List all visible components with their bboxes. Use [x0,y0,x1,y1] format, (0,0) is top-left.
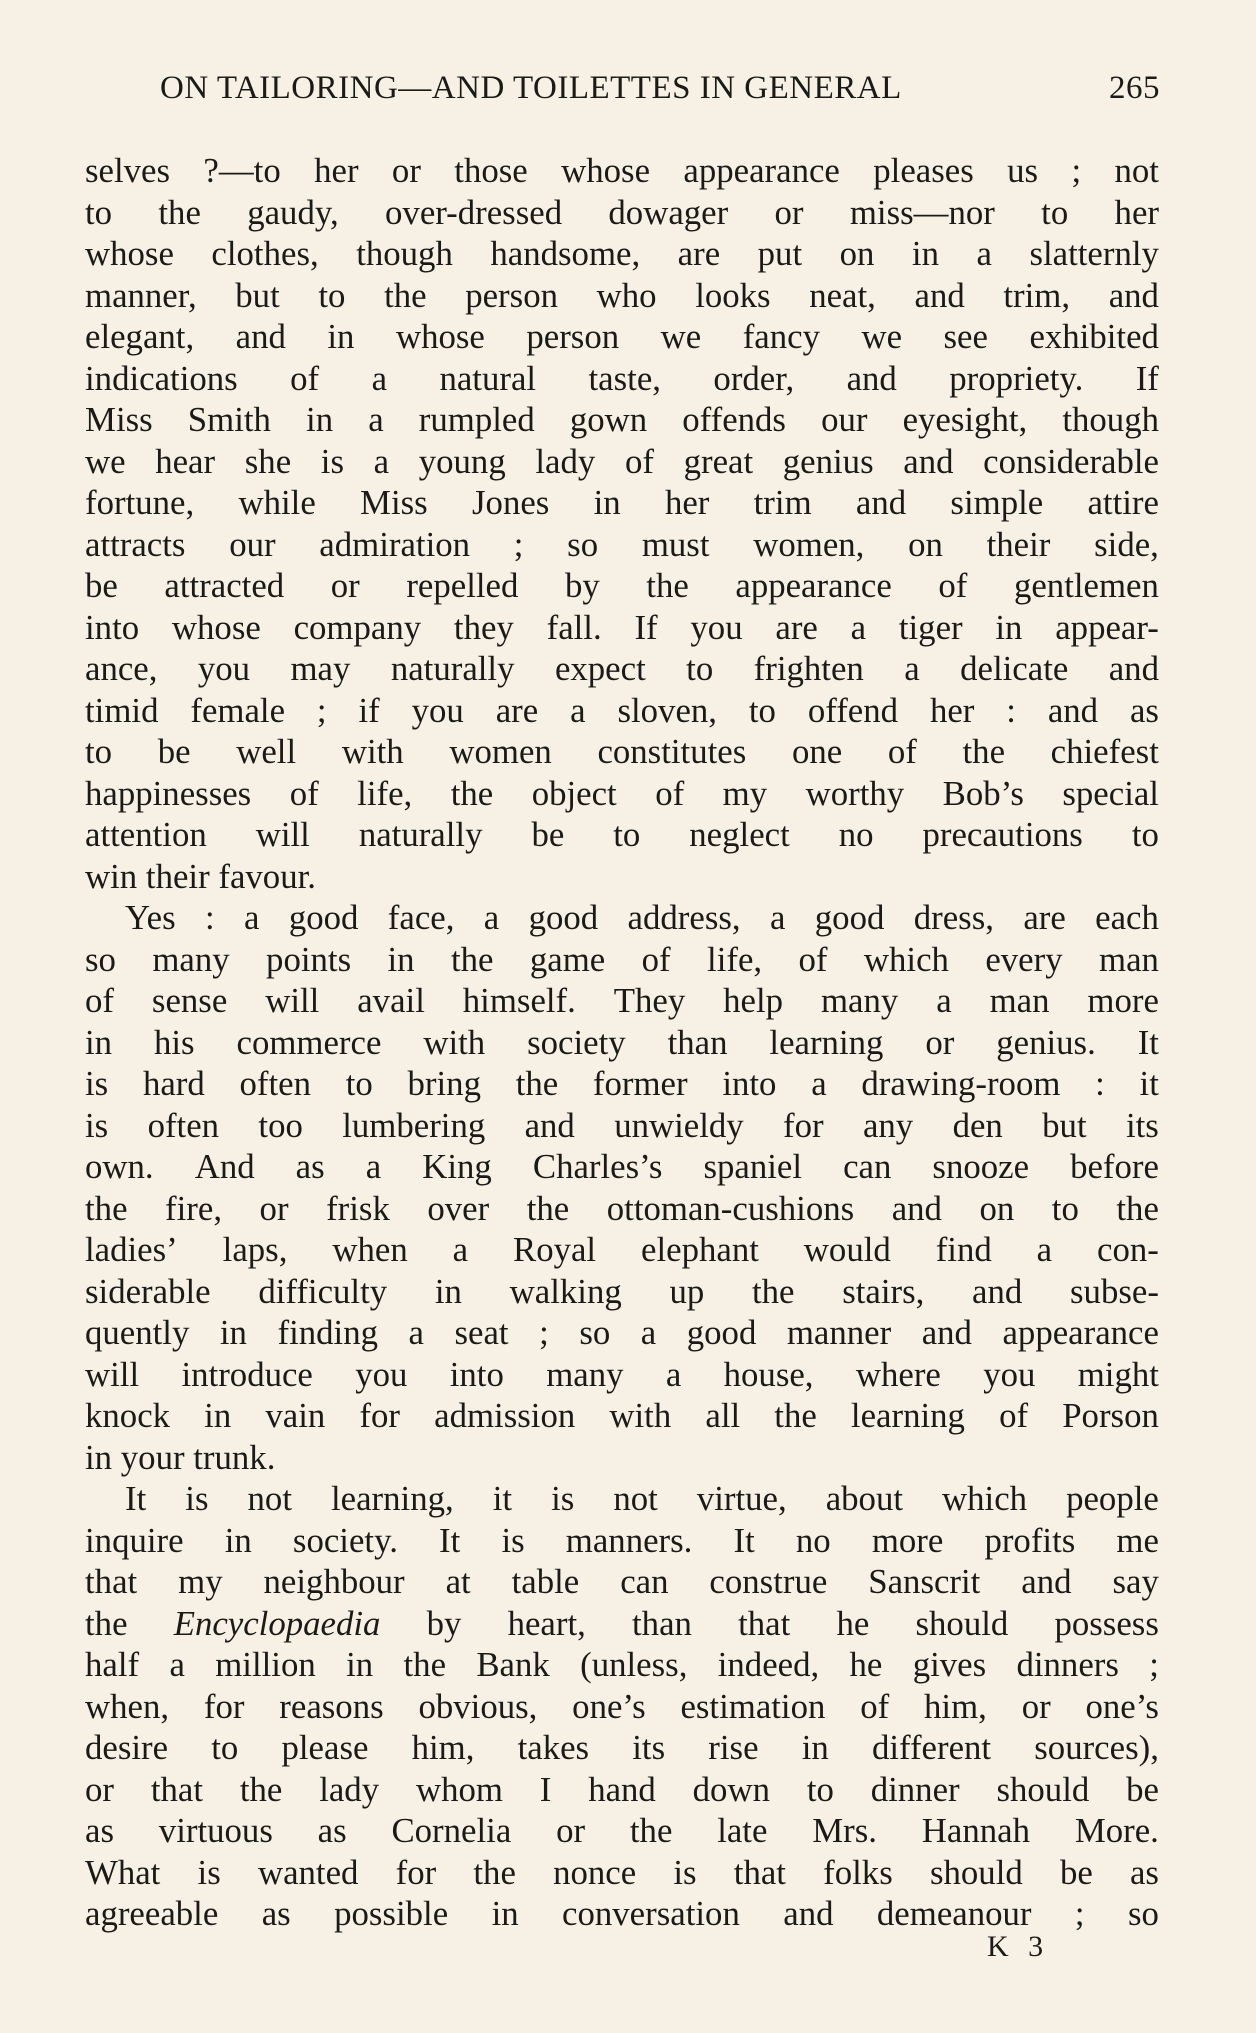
text-line: indications of a natural taste, order, and propriety. If [85,358,1159,398]
text-line: is hard often to bring the former into a drawing-room : it [85,1064,1159,1103]
text-line: when, for reasons obvious, one’s estimation of him, or one’s [85,1686,1159,1726]
text-line: quently in finding a seat ; so a good manner and appearance [85,1313,1159,1352]
text-line: to be well with women constitutes one of the chiefest [85,732,1159,771]
text-line: the Encyclopaedia by heart, than that he should possess [85,1603,1159,1643]
text-line: in his commerce with society than learning or genius. It [85,1022,1159,1062]
text-line: happinesses of life, the object of my worthy Bob’s special [85,773,1159,813]
text-line: is often too lumbering and unwieldy for any den but its [85,1105,1159,1145]
text-line: the fire, or frisk over the ottoman-cushions and on to the [85,1188,1159,1228]
text-line: that my neighbour at table can construe Sanscrit and say [85,1562,1159,1601]
text-line: or that the lady whom I hand down to dinner should be [85,1769,1159,1809]
text-line: half a million in the Bank (unless, indeed, he gives dinners ; [85,1645,1159,1684]
text-line: to the gaudy, over-dressed dowager or miss—nor to her [85,192,1159,232]
text-line: What is wanted for the nonce is that folks should be as [85,1852,1159,1892]
text-line: will introduce you into many a house, where you might [85,1354,1159,1394]
text-line: own. And as a King Charles’s spaniel can snooze before [85,1147,1159,1186]
running-head [160,70,1160,116]
text-line: attention will naturally be to neglect no precautions to [85,815,1159,854]
text-line: of sense will avail himself. They help many a man more [85,981,1159,1020]
text-line: ance, you may naturally expect to frighten a delicate and [85,649,1159,688]
text-line: so many points in the game of life, of which every man [85,939,1159,979]
text-line: as virtuous as Cornelia or the late Mrs. Hannah More. [85,1811,1159,1850]
text-line: ladies’ laps, when a Royal elephant would find a con- [85,1230,1159,1269]
text-line: win their favour. [85,856,316,896]
page-number: 265 [1109,70,1160,106]
text-line: fortune, while Miss Jones in her trim and simple attire [85,483,1159,522]
text-line: inquire in society. It is manners. It no more profits me [85,1520,1159,1560]
signature-mark: K 3 [987,1930,1050,1963]
text-line: agreeable as possible in conversation and demeanour ; so [85,1894,1159,1933]
text-line: It is not learning, it is not virtue, about which people [125,1479,1159,1518]
text-line: knock in vain for admission with all the learning of Porson [85,1396,1159,1435]
text-line: we hear she is a young lady of great genius and considerable [85,441,1159,481]
text-line: whose clothes, though handsome, are put on in a slatternly [85,234,1159,273]
text-line: timid female ; if you are a sloven, to offend her : and as [85,690,1159,730]
running-title: ON TAILORING—AND TOILETTES IN GENERAL [160,70,902,106]
text-line: selves ?—to her or those whose appearance pleases us ; not [85,151,1159,190]
text-line: be attracted or repelled by the appearance of gentlemen [85,566,1159,605]
text-line: attracts our admiration ; so must women, on their side, [85,524,1159,564]
text-line: into whose company they fall. If you are a tiger in appear- [85,607,1159,647]
text-line: desire to please him, takes its rise in different sources), [85,1728,1159,1767]
text-line: elegant, and in whose person we fancy we see exhibited [85,317,1159,356]
text-line: manner, but to the person who looks neat, and trim, and [85,275,1159,315]
text-line: in your trunk. [85,1437,276,1477]
body-text [85,150,1159,1935]
text-line: Yes : a good face, a good address, a good dress, are each [125,898,1159,937]
text-line: Miss Smith in a rumpled gown offends our eyesight, though [85,400,1159,439]
text-line: siderable difficulty in walking up the stairs, and subse- [85,1271,1159,1311]
